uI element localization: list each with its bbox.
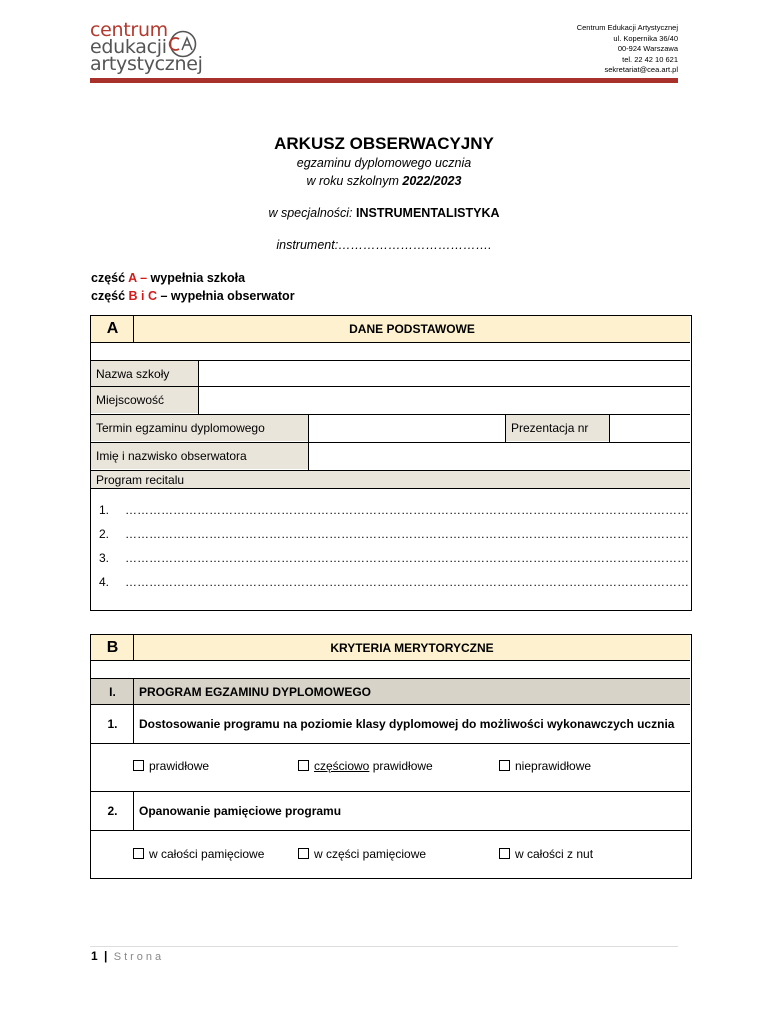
footer-divider (90, 946, 678, 947)
checkbox-icon[interactable] (133, 760, 144, 771)
school-name-label: Nazwa szkoły (91, 361, 198, 386)
option-czesciowo-prawidlowe[interactable]: częściowo prawidłowe (298, 759, 433, 773)
cea-emblem-icon (168, 29, 198, 59)
question-1-number: 1. (107, 717, 118, 731)
document-subtitle: egzaminu dyplomowego ucznia (296, 156, 472, 170)
option-w-czesci-pamieciowe[interactable]: w części pamięciowe (298, 847, 426, 861)
group-number: I. (91, 679, 134, 704)
location-field[interactable] (199, 387, 690, 413)
contact-org: Centrum Edukacji Artystycznej (576, 23, 678, 32)
logo-line-3: artystycznej (90, 53, 203, 75)
exam-date-field[interactable] (309, 415, 505, 441)
exam-date-label: Termin egzaminu dyplomowego (91, 415, 308, 441)
list-item[interactable]: 4. …………………………………………………………………………………………………………………………… (99, 575, 689, 589)
checkbox-icon[interactable] (298, 760, 309, 771)
page-word: Strona (113, 951, 165, 963)
question-2-text: Opanowanie pamięciowe programu (139, 804, 342, 818)
section-a-heading: DANE PODSTAWOWE (134, 316, 690, 342)
list-item[interactable]: 2. …………………………………………………………………………………………………………………………… (99, 527, 689, 541)
logo-line-2: edukacji (90, 36, 167, 58)
document-title: ARKUSZ OBSERWACYJNY (274, 134, 494, 153)
header-divider (90, 78, 678, 83)
presentation-label: Prezentacja nr (506, 415, 609, 441)
observer-field[interactable] (309, 443, 690, 469)
checkbox-icon[interactable] (499, 848, 510, 859)
section-a-letter: A (91, 316, 134, 342)
contact-block (577, 23, 678, 76)
checkbox-icon[interactable] (499, 760, 510, 771)
page-footer (91, 949, 164, 963)
section-b-heading: KRYTERIA MERYTORYCZNE (134, 635, 690, 660)
contact-street: ul. Kopernika 36/40 (613, 33, 678, 43)
list-item[interactable]: 1. …………………………………………………………………………………………………………………………… (99, 503, 689, 517)
logo-line-1: centrum (90, 19, 168, 41)
location-label: Miejscowość (91, 387, 198, 413)
observer-label: Imię i nazwisko obserwatora (91, 443, 308, 469)
cea-logo (90, 19, 220, 78)
presentation-field[interactable] (610, 415, 690, 441)
option-w-calosci-z-nut[interactable]: w całości z nut (499, 847, 593, 861)
school-name-field[interactable] (199, 361, 690, 386)
option-nieprawidlowe[interactable]: nieprawidłowe (499, 759, 591, 773)
instrument-field: instrument:………………………………. (276, 238, 492, 252)
group-title: PROGRAM EGZAMINU DYPLOMOWEGO (134, 679, 690, 704)
question-2-number: 2. (107, 804, 118, 818)
checkbox-icon[interactable] (133, 848, 144, 859)
option-prawidlowe[interactable]: prawidłowe (133, 759, 209, 773)
contact-city: 00-924 Warszawa (617, 44, 678, 53)
part-a-note: część A – wypełnia szkoła (91, 271, 246, 285)
program-list (99, 498, 689, 594)
school-year: w roku szkolnym 2022/2023 (306, 174, 462, 188)
recital-label: Program recitalu (91, 471, 690, 488)
section-a-table (90, 315, 692, 611)
page-number: 1 (91, 949, 98, 963)
part-b-note: część B i C – wypełnia obserwator (91, 289, 295, 303)
contact-phone: tel. 22 42 10 621 (622, 54, 678, 64)
list-item[interactable]: 3. …………………………………………………………………………………………………………………………… (99, 551, 689, 565)
contact-email: sekretariat@cea.art.pl (604, 65, 678, 74)
specialization: w specjalności: INSTRUMENTALISTYKA (268, 206, 500, 220)
option-w-calosci-pamieciowe[interactable]: w całości pamięciowe (133, 847, 264, 861)
question-1-text: Dostosowanie programu na poziomie klasy dyplomowej do możliwości wykonawczych ucznia (139, 716, 675, 731)
footer-separator: | (104, 949, 108, 963)
section-b-table (90, 634, 692, 879)
section-b-letter: B (91, 635, 134, 660)
checkbox-icon[interactable] (298, 848, 309, 859)
